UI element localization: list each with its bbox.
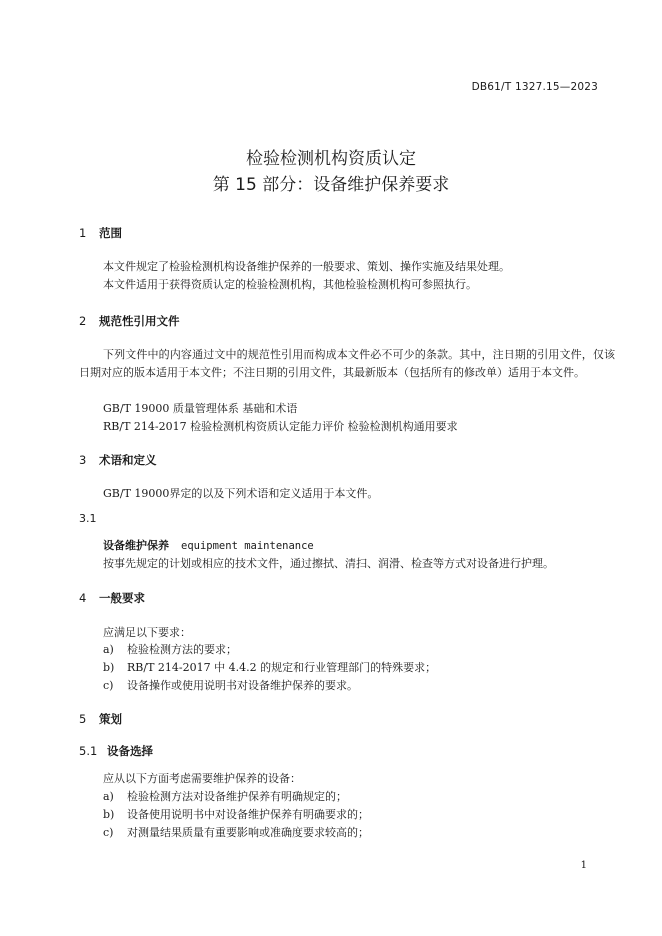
section-title: 规范性引用文件 [99,314,180,328]
section-1-heading [79,225,122,241]
section-3-heading [79,452,157,468]
list-text: 检验检测方法对设备维护保养有明确规定的； [127,790,347,803]
paragraph: 下列文件中的内容通过文中的规范性引用而构成本文件必不可少的条款。其中，注日期的引用文件，仅该日期对应的版本适用于本文件；不注日期的引用文件，其最新版本（包括所有的修改单）适用于本文件。 [79,348,615,379]
term-heading [103,537,314,555]
section-title: 一般要求 [99,591,145,605]
subsection-title: 设备选择 [107,744,153,758]
term-number: 3.1 [79,512,97,525]
section-number: 4 [79,591,87,605]
subsection-number: 5.1 [79,744,98,758]
standard-number: DB61/T 1327.15—2023 [471,81,598,93]
list-label: b) [103,661,115,674]
document-title-line1: 检验检测机构资质认定 [246,149,416,169]
list-label: b) [103,808,115,821]
subsection-5-1-heading [79,743,153,759]
list-item [103,806,369,824]
list-label: a) [103,790,114,803]
reference-item: GB/T 19000 质量管理体系 基础和术语 [103,402,298,415]
paragraph: 应从以下方面考虑需要维护保养的设备： [103,772,301,785]
list-label: a) [103,643,114,656]
section-number: 3 [79,453,87,467]
term-english: equipment maintenance [181,540,314,552]
list-item [103,788,347,806]
section-number: 5 [79,712,87,726]
list-item [103,824,369,842]
list-text: 检验检测方法的要求； [127,643,237,656]
document-title-line2: 第 15 部分：设备维护保养要求 [212,175,450,195]
page-number: 1 [580,860,587,871]
section-2-heading [79,313,180,329]
list-item [103,659,436,677]
section-title: 策划 [99,712,122,726]
section-title: 范围 [99,226,122,240]
term-definition: 按事先规定的计划或相应的技术文件，通过擦拭、清扫、润滑、检查等方式对设备进行护理。 [103,557,554,570]
section-number: 1 [79,226,87,240]
list-text: 设备操作或使用说明书对设备维护保养的要求。 [127,679,358,692]
reference-item: RB/T 214-2017 检验检测机构资质认定能力评价 检验检测机构通用要求 [103,420,458,433]
list-text: 对测量结果质量有重要影响或准确度要求较高的； [127,826,369,839]
section-4-heading [79,590,145,606]
list-label: c) [103,679,114,692]
paragraph: GB/T 19000界定的以及下列术语和定义适用于本文件。 [103,487,379,500]
term-chinese: 设备维护保养 [103,539,169,552]
list-item [103,677,358,695]
section-title: 术语和定义 [99,453,157,467]
paragraph: 应满足以下要求： [103,626,191,639]
paragraph: 本文件规定了检验检测机构设备维护保养的一般要求、策划、操作实施及结果处理。 [103,260,510,273]
list-item [103,641,237,659]
paragraph: 本文件适用于获得资质认定的检验检测机构，其他检验检测机构可参照执行。 [103,278,477,291]
section-5-heading [79,711,122,727]
list-label: c) [103,826,114,839]
section-number: 2 [79,314,87,328]
list-text: 设备使用说明书中对设备维护保养有明确要求的； [127,808,369,821]
list-text: RB/T 214-2017 中 4.4.2 的规定和行业管理部门的特殊要求； [127,661,437,674]
